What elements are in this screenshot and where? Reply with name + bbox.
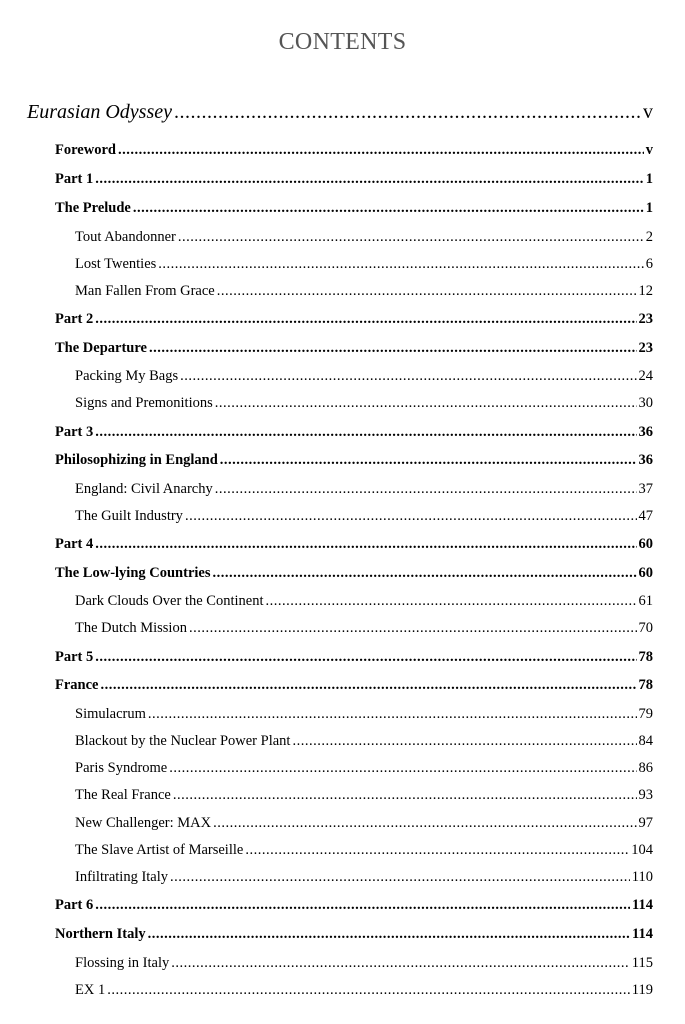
dot-leader bbox=[95, 645, 636, 669]
toc-entry-title: The Dutch Mission bbox=[75, 620, 187, 636]
toc-entry-page: 47 bbox=[638, 508, 653, 524]
dot-leader bbox=[215, 477, 637, 501]
toc-entry-page: 119 bbox=[631, 982, 653, 998]
dot-leader bbox=[189, 616, 637, 640]
toc-entry[interactable] bbox=[55, 893, 653, 917]
toc-entry-page: 114 bbox=[632, 897, 653, 913]
dot-leader bbox=[148, 922, 630, 946]
dot-leader bbox=[169, 756, 636, 780]
toc-entry[interactable] bbox=[55, 673, 653, 697]
toc-entry-title: The Guilt Industry bbox=[75, 508, 183, 524]
toc-entry-page: v bbox=[643, 101, 653, 123]
toc-entry-title: The Real France bbox=[75, 787, 171, 803]
toc-entry-title: Simulacrum bbox=[75, 706, 146, 722]
toc-entry-page: 78 bbox=[638, 677, 653, 693]
toc-entry-page: 79 bbox=[638, 706, 653, 722]
toc-entry-page: 36 bbox=[638, 424, 653, 440]
toc-entry[interactable] bbox=[75, 838, 653, 862]
toc-entry[interactable] bbox=[75, 616, 653, 640]
toc-entry[interactable] bbox=[55, 448, 653, 472]
toc-entry[interactable] bbox=[75, 865, 653, 889]
dot-leader bbox=[173, 783, 637, 807]
toc-entry[interactable] bbox=[75, 756, 653, 780]
toc-entry[interactable] bbox=[55, 922, 653, 946]
toc-entry-page: 104 bbox=[631, 842, 653, 858]
toc-entry-page: 78 bbox=[638, 649, 653, 665]
toc-entry[interactable] bbox=[55, 561, 653, 585]
toc-entry[interactable] bbox=[55, 336, 653, 360]
toc-entry-title: Packing My Bags bbox=[75, 368, 179, 384]
toc-entry-title: The Departure bbox=[55, 340, 147, 356]
dot-leader bbox=[95, 893, 630, 917]
toc-entry[interactable] bbox=[75, 589, 653, 613]
toc-entry[interactable] bbox=[55, 307, 653, 331]
toc-entry-title: Part 4 bbox=[55, 536, 94, 552]
toc-entry-page: 115 bbox=[631, 955, 653, 971]
toc-entry-title: Eurasian Odyssey bbox=[27, 101, 172, 123]
dot-leader bbox=[185, 504, 637, 528]
dot-leader bbox=[215, 391, 637, 415]
toc-entry[interactable] bbox=[55, 532, 653, 556]
toc-entry-title: Philosophizing in England bbox=[55, 452, 218, 468]
toc-entry-title: Foreword bbox=[55, 142, 116, 158]
toc-entry[interactable] bbox=[75, 729, 653, 753]
toc-entry-page: 97 bbox=[638, 815, 653, 831]
toc-entry-title: Tout Abandonner bbox=[75, 229, 176, 245]
toc-entry[interactable] bbox=[55, 138, 653, 162]
dot-leader bbox=[170, 865, 630, 889]
dot-leader bbox=[180, 364, 636, 388]
toc-entry-title: The Prelude bbox=[55, 200, 131, 216]
dot-leader bbox=[217, 279, 637, 303]
toc-entry[interactable] bbox=[75, 364, 653, 388]
toc-entry-page: 1 bbox=[645, 171, 653, 187]
dot-leader bbox=[174, 98, 641, 126]
toc-entry[interactable] bbox=[75, 252, 653, 276]
dot-leader bbox=[95, 420, 636, 444]
toc-entry-page: 86 bbox=[638, 760, 653, 776]
toc-entry-page: 24 bbox=[638, 368, 653, 384]
dot-leader bbox=[107, 978, 630, 1002]
toc-entry-title: Dark Clouds Over the Continent bbox=[75, 593, 264, 609]
dot-leader bbox=[95, 532, 636, 556]
toc-entry-page: 6 bbox=[645, 256, 653, 272]
toc-entry-page: 60 bbox=[638, 565, 653, 581]
dot-leader bbox=[178, 225, 644, 249]
toc-entry[interactable] bbox=[75, 811, 653, 835]
toc-entry-title: EX 1 bbox=[75, 982, 106, 998]
toc-entry-page: 2 bbox=[645, 229, 653, 245]
toc-entry-title: Man Fallen From Grace bbox=[75, 283, 215, 299]
toc-entry-title: Part 6 bbox=[55, 897, 94, 913]
toc-entry[interactable] bbox=[75, 477, 653, 501]
toc-entry[interactable] bbox=[55, 420, 653, 444]
dot-leader bbox=[95, 307, 636, 331]
dot-leader bbox=[118, 138, 644, 162]
toc-entry-page: 37 bbox=[638, 481, 653, 497]
toc-entry[interactable] bbox=[75, 702, 653, 726]
toc-entry-page: 84 bbox=[638, 733, 653, 749]
toc-entry-title: Northern Italy bbox=[55, 926, 146, 942]
toc-entry-title: Part 1 bbox=[55, 171, 94, 187]
page-title: CONTENTS bbox=[278, 29, 407, 55]
toc-entry[interactable] bbox=[75, 504, 653, 528]
toc-entry-page: 61 bbox=[638, 593, 653, 609]
toc-entry[interactable] bbox=[75, 783, 653, 807]
toc-entry-title: Part 5 bbox=[55, 649, 94, 665]
toc-entry-book-title[interactable] bbox=[27, 98, 653, 126]
toc-entry-page: 23 bbox=[638, 311, 653, 327]
toc-entry-title: Infiltrating Italy bbox=[75, 869, 169, 885]
toc-entry-title: Paris Syndrome bbox=[75, 760, 168, 776]
toc-entry-title: Flossing in Italy bbox=[75, 955, 170, 971]
dot-leader bbox=[95, 167, 644, 191]
toc-entry-page: 114 bbox=[632, 926, 653, 942]
toc-entry-title: Lost Twenties bbox=[75, 256, 157, 272]
toc-entry[interactable] bbox=[55, 167, 653, 191]
toc-entry[interactable] bbox=[75, 951, 653, 975]
dot-leader bbox=[245, 838, 629, 862]
toc-entry[interactable] bbox=[55, 645, 653, 669]
dot-leader bbox=[213, 561, 637, 585]
toc-entry[interactable] bbox=[75, 225, 653, 249]
toc-entry-title: Signs and Premonitions bbox=[75, 395, 213, 411]
dot-leader bbox=[292, 729, 636, 753]
dot-leader bbox=[220, 448, 637, 472]
toc-entry-title: Part 3 bbox=[55, 424, 94, 440]
dot-leader bbox=[100, 673, 636, 697]
toc-entry-title: Part 2 bbox=[55, 311, 94, 327]
dot-leader bbox=[149, 336, 637, 360]
toc-entry-title: France bbox=[55, 677, 99, 693]
dot-leader bbox=[133, 196, 644, 220]
toc-entry[interactable] bbox=[75, 978, 653, 1002]
dot-leader bbox=[171, 951, 630, 975]
toc-entry-page: 1 bbox=[645, 200, 653, 216]
toc-entry-page: 23 bbox=[638, 340, 653, 356]
toc-entry-page: 70 bbox=[638, 620, 653, 636]
toc-entry[interactable] bbox=[75, 391, 653, 415]
toc-entry-page: v bbox=[645, 142, 653, 158]
toc-entry-title: The Slave Artist of Marseille bbox=[75, 842, 244, 858]
toc-entry-title: Blackout by the Nuclear Power Plant bbox=[75, 733, 291, 749]
dot-leader bbox=[213, 811, 636, 835]
toc-entry-page: 60 bbox=[638, 536, 653, 552]
toc-entry-title: The Low-lying Countries bbox=[55, 565, 211, 581]
toc-entry-page: 30 bbox=[638, 395, 653, 411]
toc-entry-page: 93 bbox=[638, 787, 653, 803]
toc-entry-title: New Challenger: MAX bbox=[75, 815, 212, 831]
toc-entry-title: England: Civil Anarchy bbox=[75, 481, 213, 497]
toc-entry-page: 12 bbox=[638, 283, 653, 299]
toc-entry-page: 110 bbox=[631, 869, 653, 885]
toc-entry[interactable] bbox=[75, 279, 653, 303]
dot-leader bbox=[148, 702, 637, 726]
toc-entry-page: 36 bbox=[638, 452, 653, 468]
dot-leader bbox=[158, 252, 643, 276]
toc-entry[interactable] bbox=[55, 196, 653, 220]
dot-leader bbox=[265, 589, 636, 613]
